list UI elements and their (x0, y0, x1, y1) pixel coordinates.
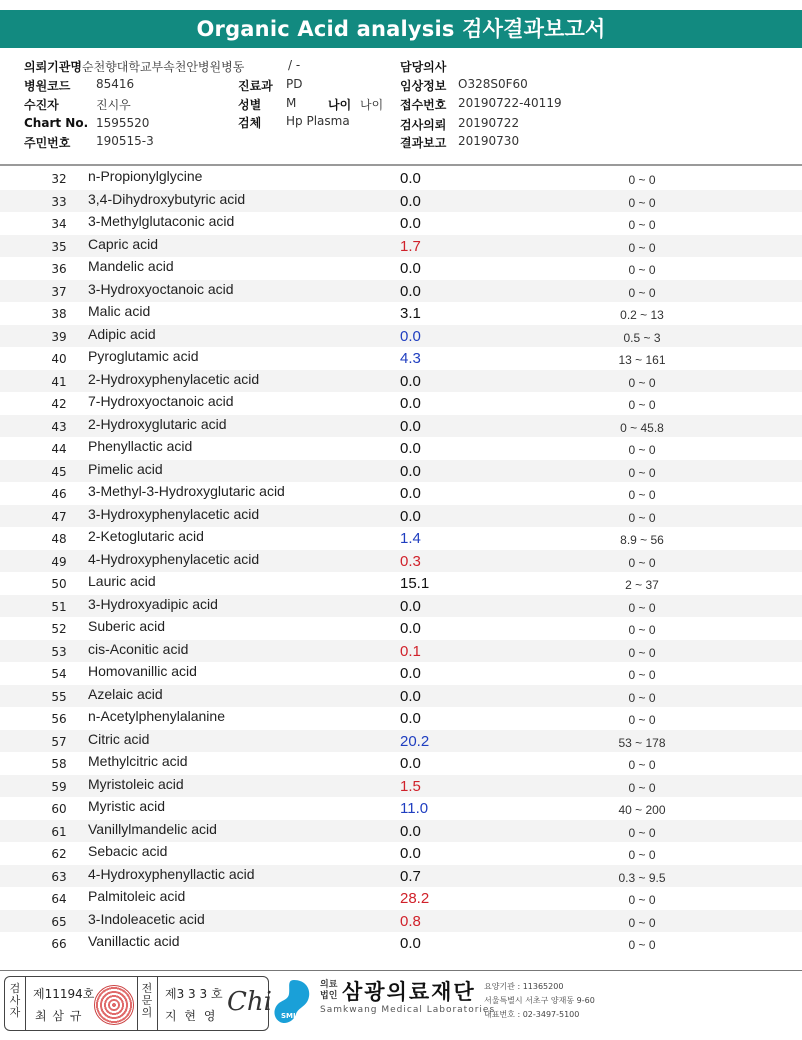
reference-range: 53 ~ 178 (618, 735, 666, 750)
reference-range: 0 ~ 0 (628, 600, 656, 615)
reference-range: 0 ~ 0 (628, 780, 656, 795)
result-value: 0.0 (400, 755, 421, 772)
specialist-vertical-label: 전 문 의 (141, 982, 153, 1019)
row-number: 55 (51, 689, 67, 704)
row-number: 32 (51, 172, 67, 186)
reference-range: 0 ~ 0 (628, 375, 656, 390)
row-number: 35 (51, 239, 67, 254)
request-value: 20190722 (458, 116, 520, 130)
result-value: 0.3 (400, 552, 421, 570)
result-value: 0.0 (400, 687, 421, 705)
analyte-name: Myristic acid (88, 798, 166, 814)
result-value: 0.0 (400, 440, 421, 457)
doctor-label: 담당의사 (400, 60, 447, 74)
reference-range: 0 ~ 0 (628, 218, 656, 232)
table-row (0, 212, 802, 235)
analyte-name: Capric acid (88, 235, 159, 252)
specialist-name: 지 현 영 (165, 1009, 218, 1023)
row-number: 48 (51, 532, 67, 546)
table-row (0, 347, 802, 370)
result-value: 0.0 (400, 215, 421, 232)
table-row (0, 482, 802, 505)
result-value: 28.2 (400, 890, 430, 907)
table-row (0, 820, 802, 843)
analyte-name: Citric acid (88, 730, 150, 747)
row-number: 54 (51, 667, 67, 681)
row-number: 56 (51, 712, 67, 726)
row-number: 65 (51, 914, 67, 929)
analyte-name: 3-Hydroxyadipic acid (88, 595, 218, 612)
reference-range: 0 ~ 0 (628, 825, 656, 840)
analyte-name: Adipic acid (88, 325, 156, 342)
row-number: 40 (51, 352, 67, 366)
table-row (0, 595, 802, 618)
row-number: 42 (51, 397, 67, 411)
result-value: 0.0 (400, 260, 421, 277)
analyte-name: cis-Aconitic acid (88, 640, 189, 657)
header-divider (0, 164, 802, 166)
row-number: 36 (51, 262, 67, 276)
table-row (0, 775, 802, 798)
analyte-name: 2-Ketoglutaric acid (88, 528, 204, 544)
result-value: 20.2 (400, 732, 430, 750)
signature: Chi (227, 987, 272, 1017)
analyte-name: Phenyllactic acid (88, 438, 193, 454)
reference-range: 0.3 ~ 9.5 (618, 870, 666, 885)
table-row (0, 415, 802, 438)
table-row (0, 505, 802, 528)
table-row (0, 640, 802, 663)
analyte-name: Vanillactic acid (88, 933, 180, 949)
reference-range: 2 ~ 37 (625, 578, 659, 592)
row-number: 64 (51, 892, 67, 906)
analyte-name: Palmitoleic acid (88, 888, 186, 904)
analyte-name: 3-Methylglutaconic acid (88, 213, 235, 229)
row-number: 49 (51, 554, 67, 569)
analyte-name: 3-Indoleacetic acid (88, 910, 205, 927)
result-value: 0.0 (400, 597, 421, 615)
analyte-name: 3,4-Dihydroxybutyric acid (88, 190, 246, 207)
analyte-name: 7-Hydroxyoctanoic acid (88, 393, 234, 409)
analyte-name: 4-Hydroxyphenyllactic acid (88, 865, 255, 882)
result-value: 0.0 (400, 417, 421, 435)
table-row (0, 325, 802, 348)
result-value: 0.0 (400, 192, 421, 210)
specialist-license: 제3 3 3 호 (165, 987, 223, 1001)
table-row (0, 167, 802, 190)
receipt-value: 20190722-40119 (458, 96, 562, 110)
clinical-label: 임상정보 (400, 79, 447, 93)
result-value: 0.7 (400, 867, 421, 885)
analyte-name: Methylcitric acid (88, 753, 188, 769)
seal-stamp-icon (94, 985, 134, 1025)
analyte-name: n-Propionylglycine (88, 168, 203, 184)
result-value: 0.0 (400, 620, 421, 637)
reference-range: 0 ~ 0 (628, 510, 656, 525)
result-value: 0.0 (400, 845, 421, 862)
result-value: 15.1 (400, 575, 430, 592)
reference-range: 13 ~ 161 (618, 353, 666, 367)
table-row (0, 842, 802, 865)
table-row (0, 370, 802, 393)
reference-range: 0 ~ 0 (628, 195, 656, 210)
org-name: 삼광의료재단 (342, 980, 476, 1004)
row-number: 61 (51, 824, 67, 839)
sex-label: 성별 (238, 98, 262, 112)
analyte-name: 2-Hydroxyglutaric acid (88, 415, 227, 432)
logo-text: SML (281, 1012, 298, 1020)
reference-range: 40 ~ 200 (618, 803, 666, 817)
table-row (0, 392, 802, 415)
result-value: 0.0 (400, 665, 421, 682)
reference-range: 0 ~ 0 (628, 713, 656, 727)
chart-label: Chart No. (24, 116, 89, 130)
report-title: Organic Acid analysis 검사결과보고서 (0, 10, 802, 48)
org-english-name: Samkwang Medical Laboratories (320, 1005, 496, 1015)
result-value: 0.0 (400, 935, 421, 952)
org-type: 의료 법인 (320, 980, 338, 1001)
row-number: 66 (51, 937, 67, 951)
result-value: 0.0 (400, 170, 421, 187)
table-row (0, 550, 802, 573)
analyte-name: Sebacic acid (88, 843, 168, 859)
resident-value: 190515-3 (96, 134, 154, 148)
result-value: 0.0 (400, 507, 421, 525)
result-value: 1.5 (400, 777, 421, 795)
analyte-name: Azelaic acid (88, 685, 163, 702)
reference-range: 0 ~ 0 (628, 758, 656, 772)
table-row (0, 617, 802, 640)
institution-label: 의뢰기관명 (24, 60, 82, 74)
sex-value: M (286, 96, 297, 110)
resident-label: 주민번호 (24, 136, 71, 150)
row-number: 41 (51, 374, 67, 389)
result-value: 0.0 (400, 282, 421, 300)
org-address: 서울특별시 서초구 양재동 9-60 (484, 996, 595, 1005)
reference-range: 0.5 ~ 3 (623, 330, 661, 345)
table-row (0, 257, 802, 280)
analyte-name: Suberic acid (88, 618, 166, 634)
analyte-name: Homovanillic acid (88, 663, 197, 679)
dept-value: PD (286, 77, 303, 91)
result-value: 1.7 (400, 237, 421, 255)
report-date-value: 20190730 (458, 134, 520, 148)
analyte-name: Pyroglutamic acid (88, 348, 199, 364)
row-number: 60 (51, 802, 67, 816)
examiner-vertical-label: 검 사 자 (9, 982, 21, 1019)
chart-value: 1595520 (96, 116, 150, 130)
analyte-name: Lauric acid (88, 573, 156, 589)
row-number: 57 (51, 734, 67, 749)
row-number: 34 (51, 217, 67, 231)
reference-range: 0.2 ~ 13 (620, 308, 664, 322)
table-row (0, 707, 802, 730)
row-number: 37 (51, 284, 67, 299)
receipt-label: 접수번호 (400, 98, 447, 112)
result-value: 1.4 (400, 530, 421, 547)
specimen-label: 검체 (238, 116, 262, 130)
reference-range: 0 ~ 0 (628, 645, 656, 660)
table-row (0, 235, 802, 258)
report-header (0, 50, 802, 165)
reference-range: 0 ~ 0 (628, 690, 656, 705)
result-value: 0.0 (400, 395, 421, 412)
table-row (0, 797, 802, 820)
reference-range: 0 ~ 0 (628, 623, 656, 637)
analyte-name: 3-Hydroxyoctanoic acid (88, 280, 234, 297)
reference-range: 0 ~ 45.8 (620, 420, 664, 435)
table-row (0, 910, 802, 933)
table-row (0, 527, 802, 550)
result-value: 0.0 (400, 710, 421, 727)
table-row (0, 437, 802, 460)
reference-range: 0 ~ 0 (628, 668, 656, 682)
org-code: 요양기관 : 11365200 (484, 982, 564, 991)
institution-value: 순천향대학교부속천안병원병동 (82, 60, 245, 74)
analyte-name: 3-Methyl-3-Hydroxyglutaric acid (88, 483, 285, 499)
reference-range: 0 ~ 0 (628, 488, 656, 502)
analyte-name: n-Acetylphenylalanine (88, 708, 225, 724)
result-value: 0.0 (400, 372, 421, 390)
specimen-value: Hp Plasma (286, 114, 350, 128)
result-value: 0.0 (400, 822, 421, 840)
age-label: 나이 (328, 98, 352, 112)
hospcode-label: 병원코드 (24, 79, 71, 93)
dept-label: 진료과 (238, 79, 273, 93)
signature-separator (157, 977, 158, 1030)
reference-range: 0 ~ 0 (628, 240, 656, 255)
ward-value: / - (288, 58, 301, 72)
analyte-name: 2-Hydroxyphenylacetic acid (88, 370, 260, 387)
row-number: 58 (51, 757, 67, 771)
result-value: 0.0 (400, 327, 421, 345)
table-row (0, 730, 802, 753)
age-value: 나이 (360, 98, 384, 112)
row-number: 52 (51, 622, 67, 636)
analyte-name: 4-Hydroxyphenylacetic acid (88, 550, 260, 567)
reference-range: 0 ~ 0 (628, 285, 656, 300)
examiner-license: 제11194호 (33, 987, 95, 1001)
table-row (0, 572, 802, 595)
reference-range: 8.9 ~ 56 (620, 533, 664, 547)
row-number: 53 (51, 644, 67, 659)
row-number: 38 (51, 307, 67, 321)
table-row (0, 685, 802, 708)
analyte-name: Vanillylmandelic acid (88, 820, 217, 837)
footer-divider (0, 970, 802, 971)
table-row (0, 280, 802, 303)
analyte-name: Malic acid (88, 303, 151, 319)
reference-range: 0 ~ 0 (628, 465, 656, 480)
report-date-label: 결과보고 (400, 136, 447, 150)
patient-value: 진시우 (96, 98, 131, 112)
analyte-name: Pimelic acid (88, 460, 163, 477)
signature-separator (25, 977, 26, 1030)
table-row (0, 302, 802, 325)
row-number: 59 (51, 779, 67, 794)
row-number: 45 (51, 464, 67, 479)
row-number: 51 (51, 599, 67, 614)
reference-range: 0 ~ 0 (628, 893, 656, 907)
reference-range: 0 ~ 0 (628, 915, 656, 930)
table-row (0, 460, 802, 483)
analyte-name: 3-Hydroxyphenylacetic acid (88, 505, 260, 522)
result-value: 0.8 (400, 912, 421, 930)
table-row (0, 932, 802, 955)
table-row (0, 887, 802, 910)
reference-range: 0 ~ 0 (628, 263, 656, 277)
row-number: 47 (51, 509, 67, 524)
result-value: 4.3 (400, 350, 421, 367)
row-number: 39 (51, 329, 67, 344)
result-value: 3.1 (400, 305, 421, 322)
row-number: 62 (51, 847, 67, 861)
patient-label: 수진자 (24, 98, 59, 112)
clinical-value: O328S0F60 (458, 77, 528, 91)
row-number: 63 (51, 869, 67, 884)
row-number: 44 (51, 442, 67, 456)
result-value: 0.0 (400, 462, 421, 480)
signature-separator (137, 977, 138, 1030)
reference-range: 0 ~ 0 (628, 398, 656, 412)
signature-box (4, 976, 272, 1031)
result-value: 0.0 (400, 485, 421, 502)
table-row (0, 190, 802, 213)
row-number: 33 (51, 194, 67, 209)
org-phone: 대표번호 : 02-3497-5100 (484, 1010, 580, 1019)
row-number: 43 (51, 419, 67, 434)
reference-range: 0 ~ 0 (628, 848, 656, 862)
row-number: 50 (51, 577, 67, 591)
table-row (0, 865, 802, 888)
reference-range: 0 ~ 0 (628, 938, 656, 952)
table-row (0, 752, 802, 775)
sml-logo-icon (272, 978, 314, 1026)
reference-range: 0 ~ 0 (628, 443, 656, 457)
result-value: 0.1 (400, 642, 421, 660)
hospcode-value: 85416 (96, 77, 135, 91)
reference-range: 0 ~ 0 (628, 555, 656, 570)
analyte-name: Mandelic acid (88, 258, 174, 274)
request-label: 검사의뢰 (400, 118, 447, 132)
row-number: 46 (51, 487, 67, 501)
result-value: 11.0 (400, 800, 429, 817)
analyte-name: Myristoleic acid (88, 775, 184, 792)
examiner-name: 최 삼 규 (35, 1009, 83, 1023)
reference-range: 0 ~ 0 (628, 173, 656, 187)
table-row (0, 662, 802, 685)
